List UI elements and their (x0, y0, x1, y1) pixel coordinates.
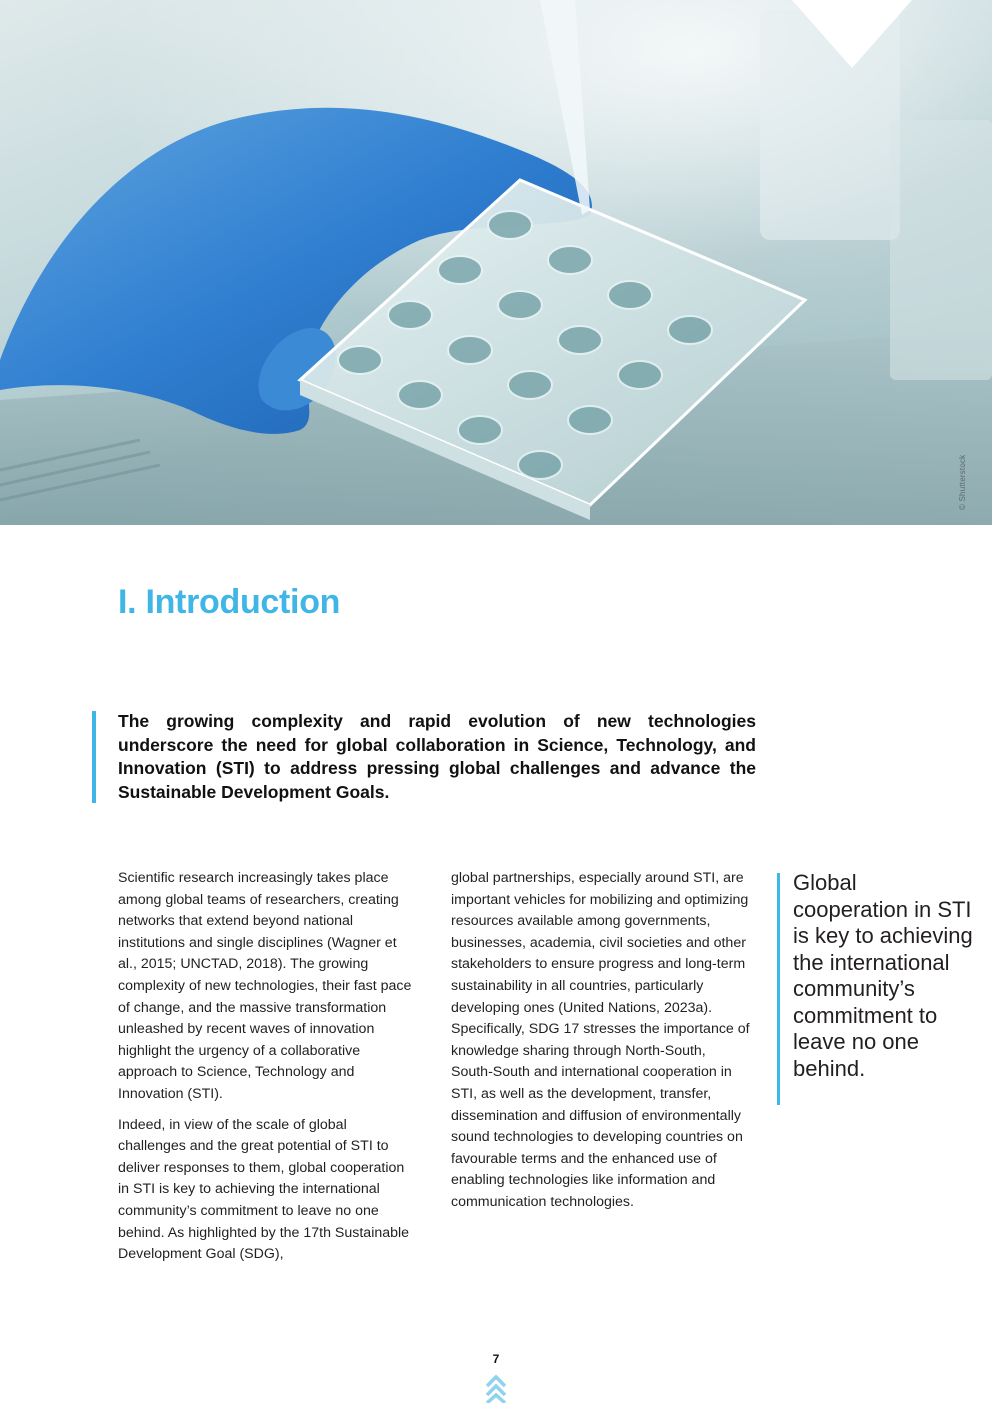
lead-paragraph: The growing complexity and rapid evolution of new technologies underscore the need for global collaboration in Science, Technology, and Innovation (STI) to address pressing global challenges and advance the Sustainable Development Goals. (118, 711, 756, 802)
body-paragraph: global partnerships, especially around STI, are important vehicles for mobilizing and optimizing resources available among governments, businesses, academia, civil societies and other stakeholders to ensure progress and long-term sustainability in all countries, particularly developing ones (United Nations, 2023a). Specifically, SDG 17 stresses the importance of knowledge sharing through North-South, South-South and international cooperation in STI, as well as the development, transfer, dissemination and diffusion of environmentally sound technologies to developing countries on favourable terms and the enhanced use of enabling technologies like information and communication technologies. (451, 870, 750, 1210)
body-column-2 (451, 868, 751, 1223)
lead-accent-bar (92, 711, 96, 803)
photo-credit: © Shutterstock (958, 454, 967, 510)
hero-photo (0, 0, 992, 525)
page-number: 7 (492, 1352, 500, 1366)
body-paragraph: Indeed, in view of the scale of global challenges and the great potential of STI to deliver responses to them, global cooperation in STI is key to achieving the international community’s commitment to leave no one behind. As highlighted by the 17th Sustainable Development Goal (SDG), (118, 1116, 410, 1263)
body-paragraph: Scientific research increasingly takes place among global teams of researchers, creating networks that extend beyond national institutions and single disciplines (Wagner et al., 2015; UNCTAD, 2018). The growing complexity of new technologies, their fast pace of change, and the massive transformation unleashed by recent waves of innovation highlight the urgency of a collaborative approach to Science, Technology and Innovation (STI). (118, 870, 412, 1102)
lab-pipette-well-plate-photo (0, 0, 992, 525)
pull-quote-accent-bar (777, 873, 780, 1105)
body-column-1 (118, 868, 416, 1275)
chevron-up-icon[interactable] (484, 1373, 508, 1403)
pull-quote: Global cooperation in STI is key to achieving the international community’s commitment to leave no one behind. (793, 870, 973, 1081)
section-title: I. Introduction (118, 583, 341, 621)
